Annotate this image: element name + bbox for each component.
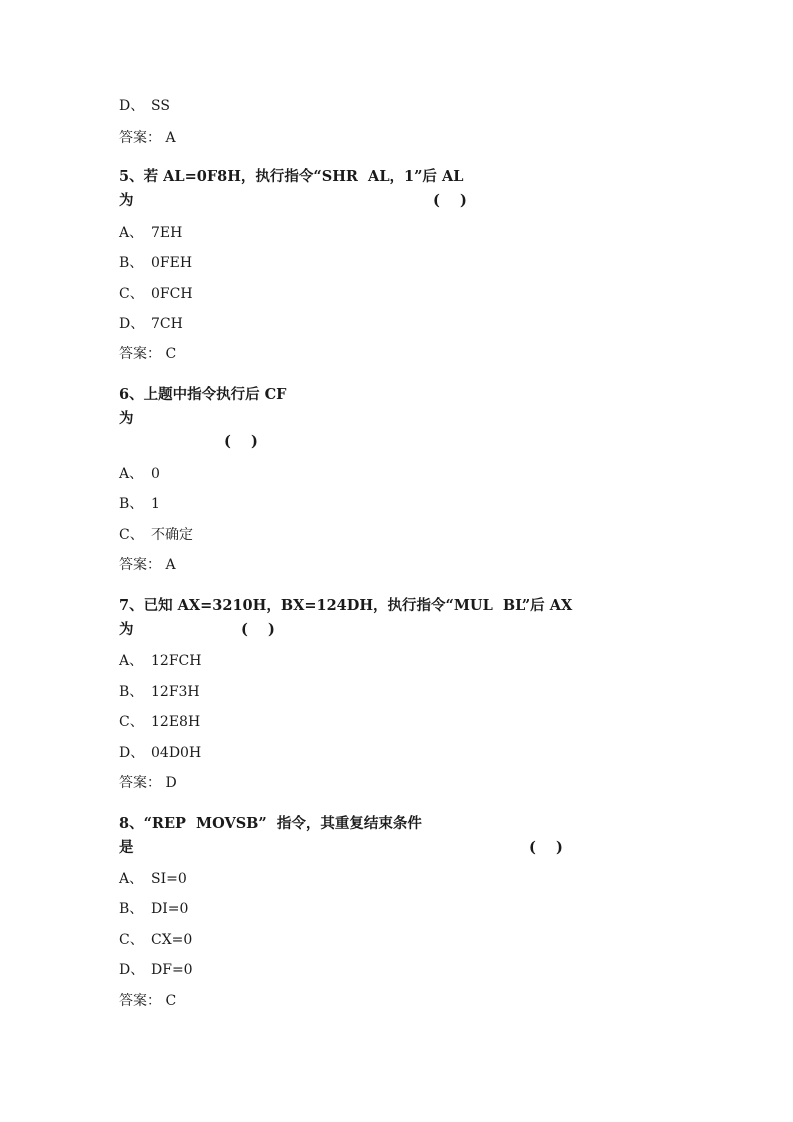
question-7-option-c: C、 12E8H [119, 714, 201, 730]
question-5-option-b: B、 0FEH [119, 255, 193, 271]
question-6-blank: ( ) [224, 433, 258, 450]
question-6-answer: 答案： A [119, 557, 176, 573]
question-8-option-c: C、 CX=0 [119, 932, 193, 948]
question-7-option-b: B、 12F3H [119, 684, 200, 700]
question-8-answer: 答案： C [119, 993, 177, 1009]
question-7-blank: ( ) [241, 621, 275, 638]
question-5-stem-cont: 为 [119, 192, 134, 209]
question-5-option-d: D、 7CH [119, 316, 183, 332]
question-7-option-d: D、 04D0H [119, 745, 202, 761]
question-5-blank: ( ) [433, 192, 467, 209]
question-6-option-a: A、 0 [119, 466, 160, 482]
question-8-stem: 8、“REP MOVSB” 指令，其重复结束条件 [119, 815, 422, 832]
question-8-option-a: A、 SI=0 [119, 871, 187, 887]
question-5-stem: 5、若 AL=0F8H，执行指令“SHR AL，1”后 AL [119, 168, 464, 185]
question-8-option-d: D、 DF=0 [119, 962, 193, 978]
question-8-blank: ( ) [529, 839, 563, 856]
question-5-answer: 答案： C [119, 346, 177, 362]
question-6-option-c: C、 不确定 [119, 527, 193, 543]
question-7-answer: 答案： D [119, 775, 177, 791]
question-7-option-a: A、 12FCH [119, 653, 202, 669]
question-7-stem: 7、已知 AX=3210H，BX=124DH，执行指令“MUL BL”后 AX [119, 597, 573, 614]
question-8-stem-cont: 是 [119, 839, 134, 856]
question-5-option-a: A、 7EH [119, 225, 183, 241]
answer-text: 答案： A [119, 130, 176, 146]
option-d: D、 SS [119, 98, 170, 114]
question-8-option-b: B、 DI=0 [119, 901, 189, 917]
question-5-option-c: C、 0FCH [119, 286, 193, 302]
question-6-stem: 6、上题中指令执行后 CF [119, 386, 287, 403]
question-6-option-b: B、 1 [119, 496, 160, 512]
question-7-stem-cont: 为 [119, 621, 134, 638]
question-6-stem-cont: 为 [119, 410, 134, 427]
